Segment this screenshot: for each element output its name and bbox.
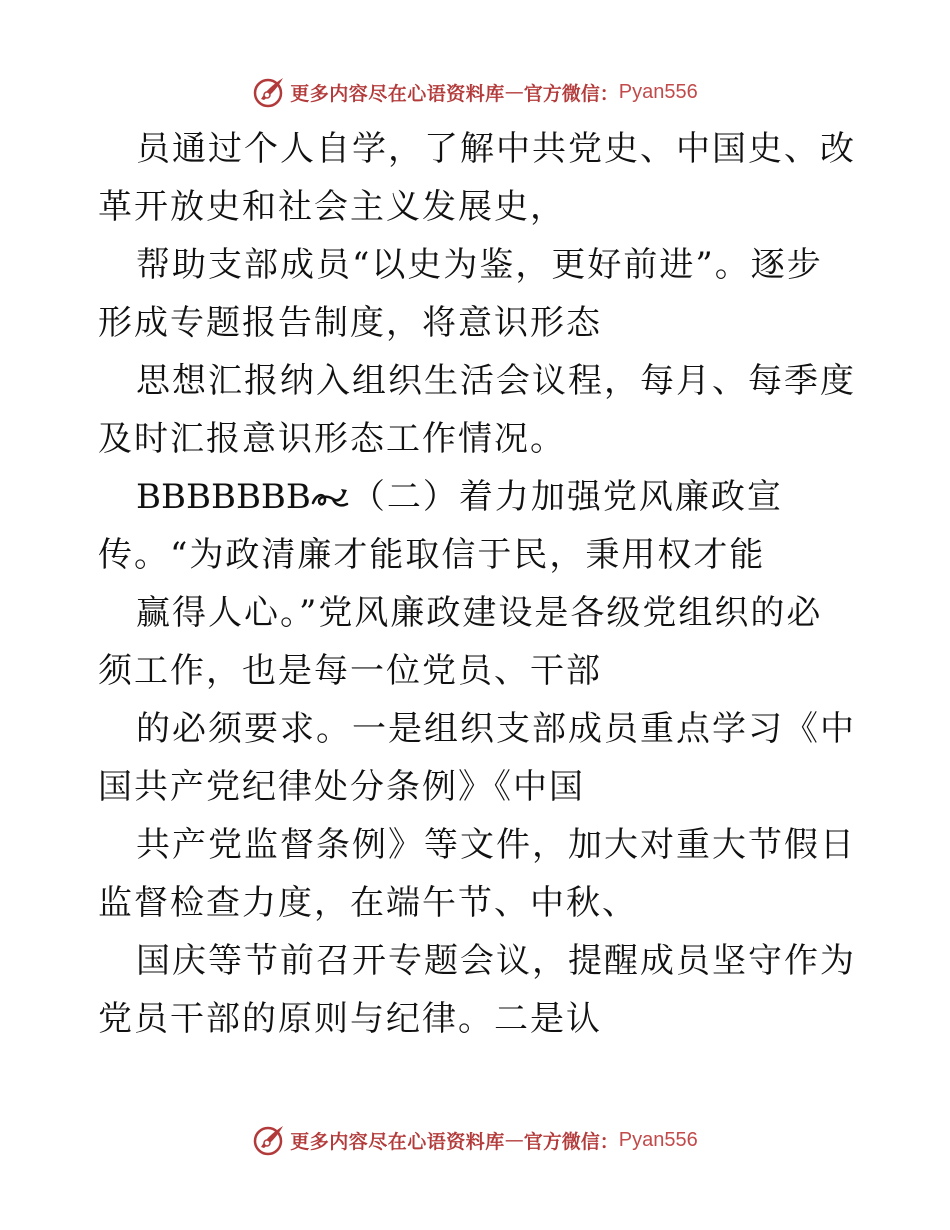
- paragraph: [98, 468, 858, 584]
- paragraph-text: 的必须要求。一是组织支部成员重点学习《中国共产党纪律处分条例》《中国: [98, 709, 856, 807]
- quill-logo-icon: [252, 75, 286, 109]
- watermark-separator: —: [504, 1129, 524, 1151]
- paragraph-text: 思想汇报纳入组织生活会议程，每月、每季度及时汇报意识形态工作情况。: [98, 361, 856, 459]
- paragraph-text: 共产党监督条例》等文件，加大对重大节假日监督检查力度，在端午节、中秋、: [98, 825, 856, 923]
- paragraph-text: 赢得人心。”党风廉政建设是各级党组织的必须工作，也是每一位党员、干部: [98, 593, 823, 691]
- paragraph-text: 帮助支部成员“以史为鉴，更好前进”。逐步形成专题报告制度，将意识形态: [98, 245, 823, 343]
- paragraph: [98, 236, 858, 352]
- watermark-wechat-id: Pyan556: [618, 80, 698, 103]
- paragraph-text: 员通过个人自学，了解中共党史、中国史、改革开放史和社会主义发展史，: [98, 129, 856, 227]
- flourish-icon: [311, 485, 351, 511]
- quill-logo-icon: [252, 1123, 286, 1157]
- document-body: [98, 120, 858, 1048]
- watermark-wechat-id: Pyan556: [618, 1128, 698, 1151]
- watermark-title: 更多内容尽在心语资料库: [290, 82, 505, 105]
- paragraph: [98, 120, 858, 236]
- watermark-separator: —: [504, 81, 524, 103]
- paragraph: [98, 584, 858, 700]
- watermark-wechat-label: 官方微信：: [523, 82, 619, 105]
- paragraph: [98, 700, 858, 816]
- paragraph-lead-marker: BBBBBBB: [136, 477, 311, 517]
- paragraph: [98, 352, 858, 468]
- watermark-title: 更多内容尽在心语资料库: [290, 1130, 505, 1153]
- watermark-wechat-label: 官方微信：: [523, 1130, 619, 1153]
- paragraph: [98, 816, 858, 932]
- footer-watermark: [0, 1120, 950, 1160]
- header-watermark: [0, 72, 950, 112]
- paragraph: [98, 932, 858, 1048]
- paragraph-text: （二）着力加强党风廉政宣传。“为政清廉才能取信于民，秉用权才能: [98, 477, 783, 575]
- paragraph-text: 国庆等节前召开专题会议，提醒成员坚守作为党员干部的原则与纪律。二是认: [98, 941, 856, 1039]
